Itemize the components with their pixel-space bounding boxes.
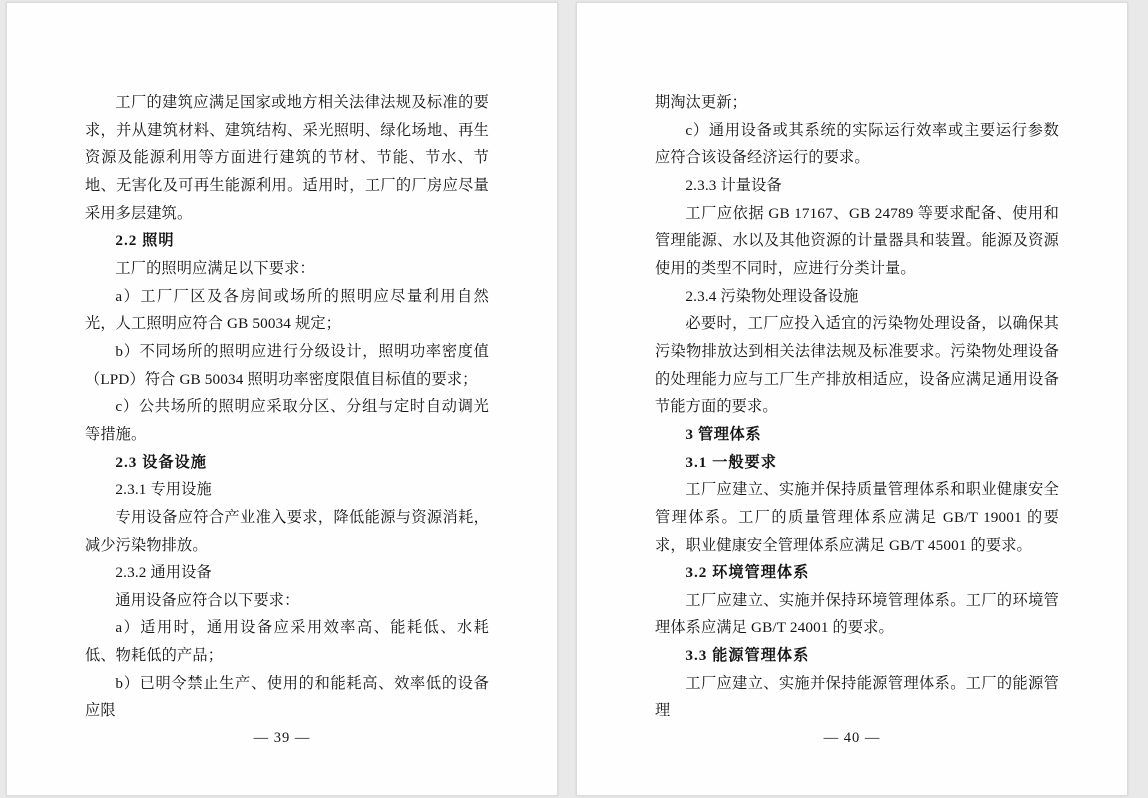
paragraph: c）公共场所的照明应采取分区、分组与定时自动调光等措施。 xyxy=(85,398,489,443)
paragraph: 专用设备应符合产业准入要求，降低能源与资源消耗，减少污染物排放。 xyxy=(85,508,489,554)
paragraph: 工厂应依据 GB 17167、GB 24789 等要求配备、使用和管理能源、水以及其他资源的计量器具和装置。能源及资源使用的类型不同时，应进行分类计量。 xyxy=(655,204,1059,277)
page-number: — 39 — xyxy=(253,730,311,746)
section-heading: 2.3 设备设施 xyxy=(115,453,207,471)
page-left-text-column xyxy=(85,89,489,725)
paragraph: c）通用设备或其系统的实际运行效率或主要运行参数应符合该设备经济运行的要求。 xyxy=(655,121,1059,167)
subsection-heading: 2.3.1 专用设施 xyxy=(115,481,212,499)
chapter-heading: 3 管理体系 xyxy=(685,425,762,443)
subsection-heading: 2.3.4 污染物处理设备设施 xyxy=(685,287,859,305)
paragraph: 工厂应建立、实施并保持质量管理体系和职业健康安全管理体系。工厂的质量管理体系应满足 GB/T 19001 的要求，职业健康安全管理体系应满足 GB/T 45001 的要求。 xyxy=(655,481,1059,554)
page-right xyxy=(576,2,1128,796)
paragraph: 工厂的建筑应满足国家或地方相关法律法规及标准的要求，并从建筑材料、建筑结构、采光照明、绿化场地、再生资源及能源利用等方面进行建筑的节材、节能、节水、节地、无害化及可再生能源利用。适用时，工厂的厂房应尽量采用多层建筑。 xyxy=(85,94,489,222)
paragraph: b）已明令禁止生产、使用的和能耗高、效率低的设备应限 xyxy=(85,674,489,720)
subsection-heading: 2.3.2 通用设备 xyxy=(115,564,212,582)
page-number: — 40 — xyxy=(823,730,881,746)
section-heading: 3.1 一般要求 xyxy=(685,453,777,471)
subsection-heading: 2.3.3 计量设备 xyxy=(685,176,782,194)
paragraph: 期淘汰更新； xyxy=(655,94,748,111)
paragraph: a）适用时，通用设备应采用效率高、能耗低、水耗低、物耗低的产品； xyxy=(85,619,489,665)
paragraph: 工厂应建立、实施并保持能源管理体系。工厂的能源管理 xyxy=(655,674,1059,720)
paragraph: b）不同场所的照明应进行分级设计，照明功率密度值（LPD）符合 GB 50034 照明功率密度限值目标值的要求； xyxy=(85,342,489,388)
paragraph: 必要时，工厂应投入适宜的污染物处理设备，以确保其污染物排放达到相关法律法规及标准要求。污染物处理设备的处理能力应与工厂生产排放相适应，设备应满足通用设备节能方面的要求。 xyxy=(655,315,1059,416)
paragraph: 工厂的照明应满足以下要求： xyxy=(115,259,315,277)
section-heading: 3.2 环境管理体系 xyxy=(685,564,810,582)
page-left xyxy=(6,2,558,796)
section-heading: 2.2 照明 xyxy=(115,232,175,250)
paragraph: 通用设备应符合以下要求： xyxy=(115,591,300,609)
section-heading: 3.3 能源管理体系 xyxy=(685,647,810,665)
paragraph: 工厂应建立、实施并保持环境管理体系。工厂的环境管理体系应满足 GB/T 24001 的要求。 xyxy=(655,591,1059,637)
paragraph: a）工厂厂区及各房间或场所的照明应尽量利用自然光，人工照明应符合 GB 50034 规定； xyxy=(85,287,489,333)
page-right-text-column xyxy=(655,89,1059,725)
